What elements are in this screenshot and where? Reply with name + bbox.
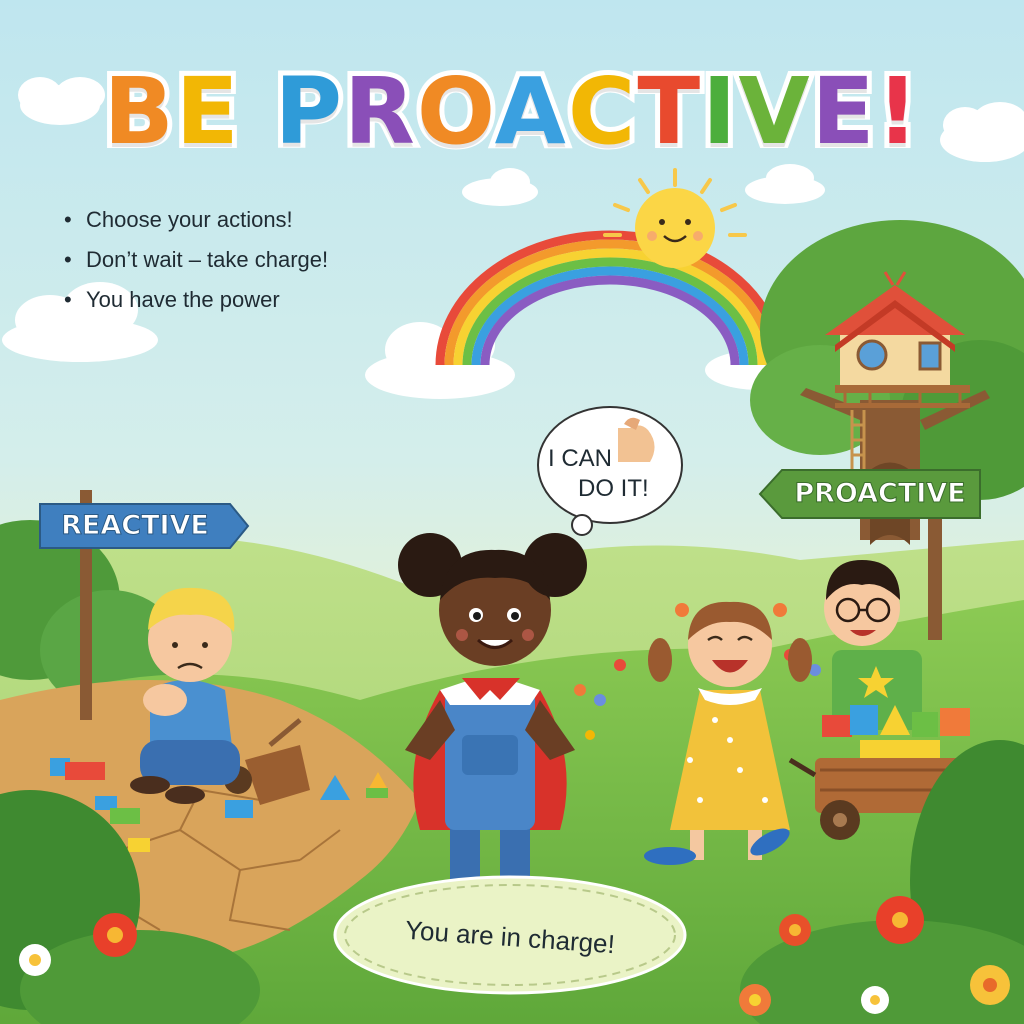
- thought-line-2: DO IT!: [578, 475, 649, 502]
- red-flower-left: [93, 913, 137, 957]
- title-letter: V: [738, 58, 812, 165]
- title-letter: P: [274, 58, 345, 165]
- in-charge-label: You are in charge!: [404, 914, 616, 960]
- cloud-small: [462, 168, 538, 206]
- thought-bubble-text: [548, 444, 668, 504]
- title-letter: E: [811, 58, 877, 165]
- bullet-list: [64, 200, 328, 320]
- bullet-item: • You have the power: [64, 280, 328, 320]
- title-letter: A: [494, 58, 568, 165]
- bullet-item: • Choose your actions!: [64, 200, 328, 240]
- white-flower-right: [861, 986, 889, 1014]
- proactive-sign-label: PROACTIVE: [794, 478, 966, 509]
- title-letter: E: [175, 58, 241, 165]
- title-letter: O: [416, 58, 495, 165]
- title-letter: !: [876, 58, 921, 165]
- rainbow: [440, 235, 780, 365]
- page-title: [0, 52, 1024, 172]
- title-letter: [241, 58, 275, 165]
- red-flower-right: [876, 896, 924, 944]
- thought-line-1: I CAN: [548, 445, 613, 472]
- red-flower-mid: [779, 914, 811, 946]
- title-letter: C: [567, 58, 638, 165]
- title-letter: R: [344, 58, 417, 165]
- title-letter: I: [702, 58, 739, 165]
- title-letter: T: [637, 58, 703, 165]
- yellow-flower-right: [970, 965, 1010, 1005]
- title-letter: B: [103, 58, 176, 165]
- orange-flower-bottom: [739, 984, 771, 1016]
- white-flower-left: [19, 944, 51, 976]
- bullet-item: • Don’t wait – take charge!: [64, 240, 328, 280]
- reactive-sign-label: REACTIVE: [61, 510, 209, 541]
